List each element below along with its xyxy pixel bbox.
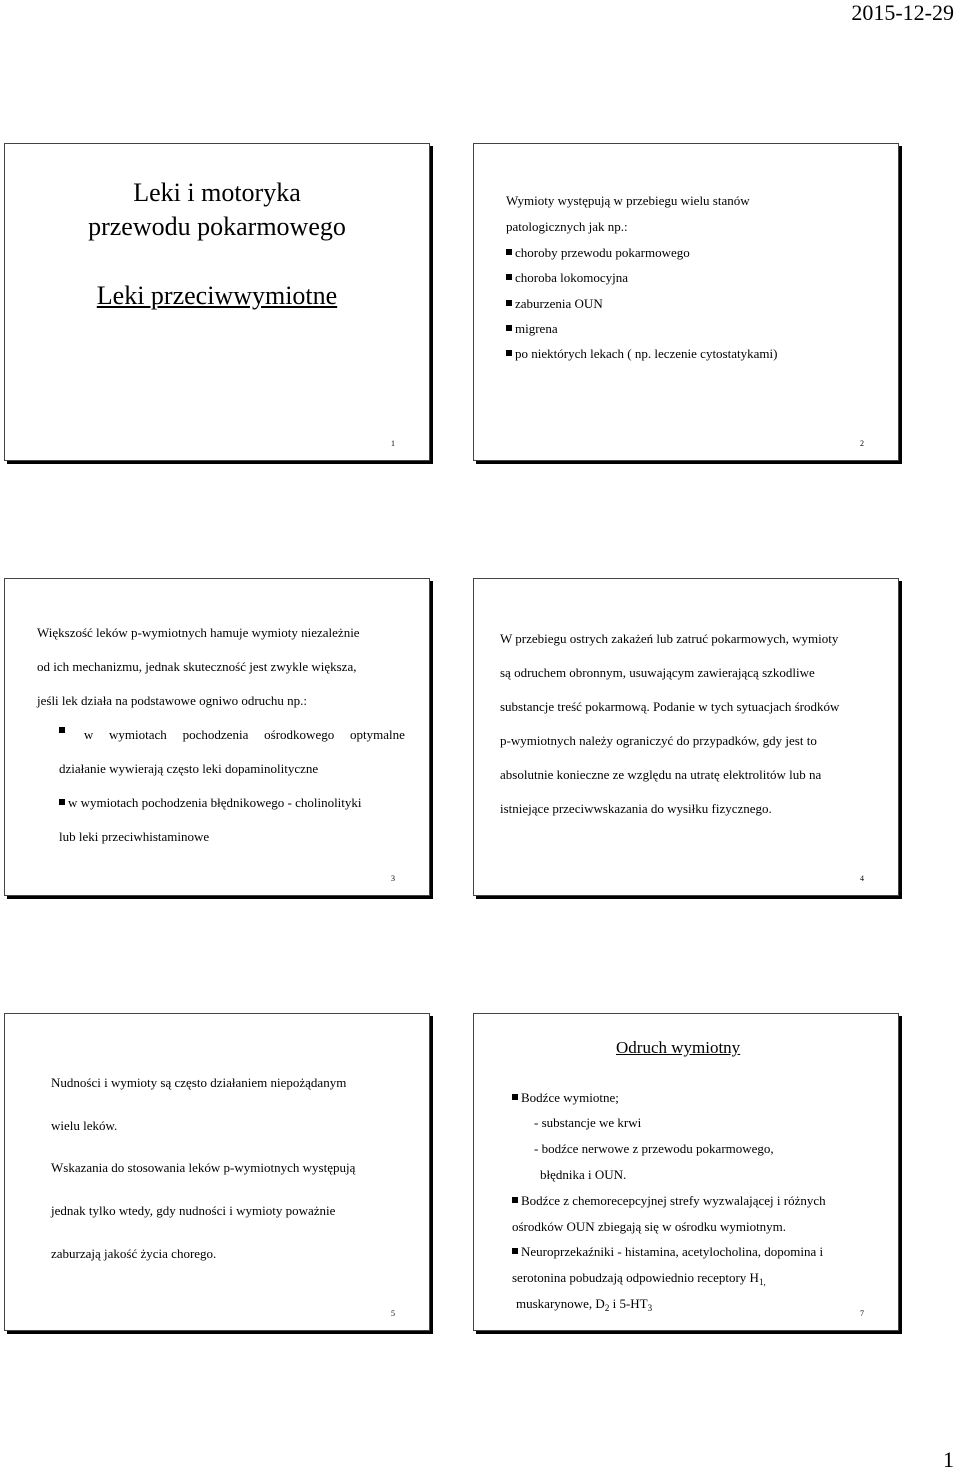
text-line: W przebiegu ostrych zakażeń lub zatruć pokarmowych, wymioty bbox=[500, 631, 839, 646]
text-segment: serotonina pobudzają odpowiednio receptory H bbox=[512, 1270, 759, 1285]
bullet-justified bbox=[59, 727, 405, 743]
text-line: lub leki przeciwhistaminowe bbox=[59, 829, 210, 844]
word: optymalne bbox=[350, 727, 405, 742]
text-line: p-wymiotnych należy ograniczyć do przypadków, gdy jest to bbox=[500, 733, 817, 748]
list-item: po niektórych lekach ( np. leczenie cytostatykami) bbox=[506, 346, 777, 362]
text-line: istniejące przeciwwskazania do wysiłku fizycznego. bbox=[500, 801, 772, 816]
text-line: są odruchem obronnym, usuwającym zawierającą szkodliwe bbox=[500, 665, 815, 680]
text-line: Nudności i wymioty są często działaniem niepożądanym bbox=[51, 1075, 347, 1090]
slide-title-line1: Leki i motoryka bbox=[133, 178, 301, 207]
text-segment: muskarynowe, D bbox=[516, 1296, 605, 1311]
text-line: błędnika i OUN. bbox=[540, 1167, 627, 1182]
text-line bbox=[516, 1296, 652, 1313]
subscript: 3 bbox=[647, 1303, 653, 1313]
list-item: migrena bbox=[506, 321, 558, 337]
list-item: Bodźce wymiotne; bbox=[512, 1090, 619, 1106]
text-line: jednak tylko wtedy, gdy nudności i wymioty poważnie bbox=[51, 1203, 336, 1218]
text-line: od ich mechanizmu, jednak skuteczność jest zwykle większa, bbox=[37, 659, 357, 674]
slide-number: 5 bbox=[391, 1309, 395, 1318]
list-item: zaburzenia OUN bbox=[506, 296, 603, 312]
text-line: substancje treść pokarmową. Podanie w tych sytuacjach środków bbox=[500, 699, 840, 714]
slide-number: 7 bbox=[860, 1309, 864, 1318]
subscript: 2 bbox=[604, 1303, 610, 1313]
intro-line-1: Wymioty występują w przebiegu wielu stanów bbox=[506, 193, 750, 208]
text-line: ośrodków OUN zbiegają się w ośrodku wymiotnym. bbox=[512, 1219, 787, 1234]
slide-title-line2: przewodu pokarmowego bbox=[88, 212, 346, 241]
list-item: w wymiotach pochodzenia błędnikowego - cholinolityki bbox=[59, 795, 362, 811]
slide-number: 1 bbox=[391, 439, 395, 448]
word: wymiotach bbox=[109, 727, 167, 742]
text-line: - bodźce nerwowe z przewodu pokarmowego, bbox=[534, 1141, 774, 1156]
text-line: Wskazania do stosowania leków p-wymiotnych występują bbox=[51, 1160, 356, 1175]
slide-2 bbox=[473, 143, 899, 461]
slide-3 bbox=[4, 578, 430, 896]
word: ośrodkowego bbox=[264, 727, 335, 742]
word: pochodzenia bbox=[182, 727, 249, 742]
text-line: wielu leków. bbox=[51, 1118, 118, 1133]
slide-subtitle bbox=[5, 281, 429, 311]
slide-subtitle-text: Leki przeciwwymiotne bbox=[96, 281, 338, 310]
list-item: choroba lokomocyjna bbox=[506, 270, 628, 286]
header-date: 2015-12-29 bbox=[851, 0, 954, 25]
text-line: - substancje we krwi bbox=[534, 1115, 642, 1130]
list-item: Neuroprzekaźniki - histamina, acetylocholina, dopomina i bbox=[512, 1244, 823, 1260]
slide-5 bbox=[4, 1013, 430, 1331]
text-line: Większość leków p-wymiotnych hamuje wymioty niezależnie bbox=[37, 625, 360, 640]
word: w bbox=[83, 727, 94, 742]
slide-number: 3 bbox=[391, 874, 395, 883]
list-item: choroby przewodu pokarmowego bbox=[506, 245, 690, 261]
text-line bbox=[512, 1270, 766, 1287]
text-segment: i 5-HT bbox=[609, 1296, 648, 1311]
slide-number: 2 bbox=[860, 439, 864, 448]
text-line: absolutnie konieczne ze względu na utratę elektrolitów lub na bbox=[500, 767, 822, 782]
slide-title: Odruch wymiotny bbox=[616, 1038, 741, 1057]
text-line: zaburzają jakość życia chorego. bbox=[51, 1246, 217, 1261]
text-line: jeśli lek działa na podstawowe ogniwo odruchu np.: bbox=[37, 693, 308, 708]
page-number: 1 bbox=[943, 1447, 954, 1472]
text-line: działanie wywierają często leki dopaminolityczne bbox=[59, 761, 319, 776]
intro-line-2: patologicznych jak np.: bbox=[506, 219, 628, 234]
slide-7 bbox=[473, 1013, 899, 1331]
subscript: 1, bbox=[758, 1277, 766, 1287]
slide-number: 4 bbox=[860, 874, 864, 883]
slide-4 bbox=[473, 578, 899, 896]
list-item: Bodźce z chemorecepcyjnej strefy wyzwalającej i różnych bbox=[512, 1193, 826, 1209]
slide-1 bbox=[4, 143, 430, 461]
